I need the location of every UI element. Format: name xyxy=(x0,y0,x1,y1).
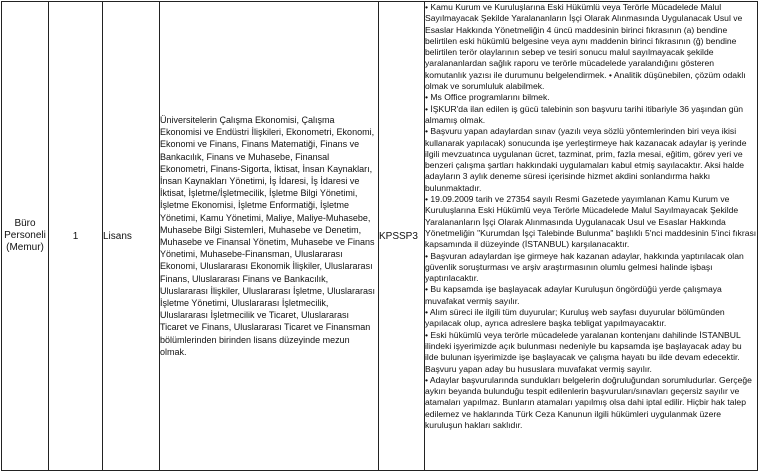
condition-item: • Adaylar başvurularında sundukları belgelerin doğruluğundan sorumludurlar. Gerçeğe aykırı beyanda bulunduğu tespit edilenlerin başvuruları/sınavları geçersiz sayılır ve atamaları yapılmaz. Bunların atamaları yapılmış olsa dahi iptal edilir. Hiçbir hak talep edilemez ve haklarında Türk Ceza Kanunun ilgili hükümleri uygulanmak üzere kuruluşun hakları saklıdır. xyxy=(425,374,752,430)
position-cell xyxy=(2,2,49,471)
position-count: 1 xyxy=(72,230,79,242)
condition-item: • Ms Office programlarını bilmek. xyxy=(425,92,550,103)
education-level-cell xyxy=(103,2,160,471)
condition-item: • Başvuru yapan adaylardan sınav (yazılı veya sözlü yöntemlerinden biri veya ikisi kullanarak yapılacak) sonucunda işe yerleştirmeye hak kazanacak adaylar iş yerinde ilgili mevzuatınca uygulanan ücret, tazminat, prim, fazla mesai, eğitim, görev yeri ve benzeri çalışma şartları hakkındaki uygulamaları kabul etmiş sayılacaktır. Aksi halde adayların 3 aylık deneme süresi içerisinde hizmet akdini sonlandırma hakkı bulunmaktadır. xyxy=(425,126,747,193)
count-cell xyxy=(49,2,103,471)
kpss-type: KPSSP3 xyxy=(379,230,418,242)
programs-cell xyxy=(160,2,379,471)
condition-item: • Bu kapsamda işe başlayacak adaylar Kuruluşun öngördüğü yerde çalışmaya muvafakat vermiş sayılır. xyxy=(425,284,722,306)
kpss-cell xyxy=(379,2,425,471)
education-level: Lisans xyxy=(103,230,132,242)
condition-item: • İŞKUR'da ilan edilen iş gücü talebinin son başvuru tarihi itibariyle 36 yaşından gün almamış olmak. xyxy=(425,103,744,125)
required-programs: Üniversitelerin Çalışma Ekonomisi, Çalışma Ekonomisi ve Endüstri İlişkileri, Ekonometri, Ekonomi, Ekonomi ve Finans, Finans Matematiği, Finans ve Bankacılık, Finans ve Muhasebe, Finansal Ekonometri, Finans-Sigorta, İktisat, İnsan Kaynakları, İnsan Kaynakları Yönetimi, İş İdaresi, İş İdaresi ve İktisat, İşletme/İşletmecilik, İşletme Bilgi Yönetimi, İşletme Ekonomisi, İşletme Enformatiği, İşletme Yönetimi, Kamu Yönetimi, Maliye, Maliye-Muhasebe, Muhasebe Bilgi Sistemleri, Muhasebe ve Denetim, Muhasebe ve Finansal Yönetim, Muhasebe ve Finans Yönetimi, Muhasebe-Finansman, Uluslararası Ekonomi, Uluslararası Ekonomik İlişkiler, Uluslararası Finans, Uluslararası Finans ve Bankacılık, Uluslararası İlişkiler, Uluslararası İşletme, Uluslararası İşletme Yönetimi, Uluslararası İşletmecilik, Uluslararası İşletmecilik ve Ticaret, Uluslararası Ticaret ve Finans, Uluslararası Ticaret ve Finansman bölümlerinden birinden lisans düzeyinde mezun olmak. xyxy=(160,114,376,357)
job-posting-table xyxy=(1,1,758,471)
conditions-cell xyxy=(425,2,758,471)
condition-item: • Başvuran adaylardan işe girmeye hak kazanan adaylar, hakkında yaptırılacak olan güvenlik soruşturması ve arşiv araştırmasının olumlu gelmesi halinde işbaşı yaptırılacaktır. xyxy=(425,250,744,284)
table-row xyxy=(2,2,758,471)
condition-item: • 19.09.2009 tarih ve 27354 sayılı Resmi Gazetede yayımlanan Kamu Kurum ve Kuruluşlarına Eski Hükümlü veya Terörle Mücadelede Malul Sayılmayacak Şekilde Yaralananların İşçi Olarak Alınmasında Uygulanacak Usul ve Esaslar Hakkında Yönetmeliğin "Kurumdan İşçi Talebinde Bulunma" başlıklı 5'nci maddesinin 5'inci fıkrası kapsamında il düzeyinde (İSTANBUL) karşılanacaktır. xyxy=(425,194,757,250)
condition-item: • Eski hükümlü veya terörle mücadelede yaralanan kontenjanı dahilinde İSTANBUL ilindeki işyerimizde açık bulunması nedeniyle bu kapsamda işe başlayacak aday bu ilde bulunan işyerimizde işe başlayacak ve çalışma hayatı bu ilde devam edecektir. Başvuru yapan aday bu hususlara muvafakat vermiş sayılır. xyxy=(425,329,742,374)
position-title: Büro Personeli (Memur) xyxy=(4,218,46,253)
condition-item: • Kamu Kurum ve Kuruluşlarına Eski Hükümlü veya Terörle Mücadelede Malul Sayılmayacak Şekilde Yaralananların İşçi Olarak Alınmasında Uygulanacak Usul ve Esaslar Hakkında Yönetmeliğin 4 üncü maddesinin birinci fıkrasının (a) bendine belirtilen eski hükümlü belgesine veya aynı maddenin birinci fıkrasının (ğ) bendine belirtilen terör olaylarının sebep ve tesiri sonucu malul sayılmayacak şekilde yaralananlardan sağlık raporu ve terörle mücadelede yaralandığını gösteren komutanlık yazısı ile durumunu belgelendirmek. • Analitik düşünebilen, çözüm odaklı olmak ve sorumluluk alabilmek. xyxy=(425,2,746,92)
condition-item: • Alım süreci ile ilgili tüm duyurular; Kuruluş web sayfası duyurular bölümünden yapılacak olup, ayrıca adreslere başka tebligat yapılmayacaktır. xyxy=(425,307,725,329)
